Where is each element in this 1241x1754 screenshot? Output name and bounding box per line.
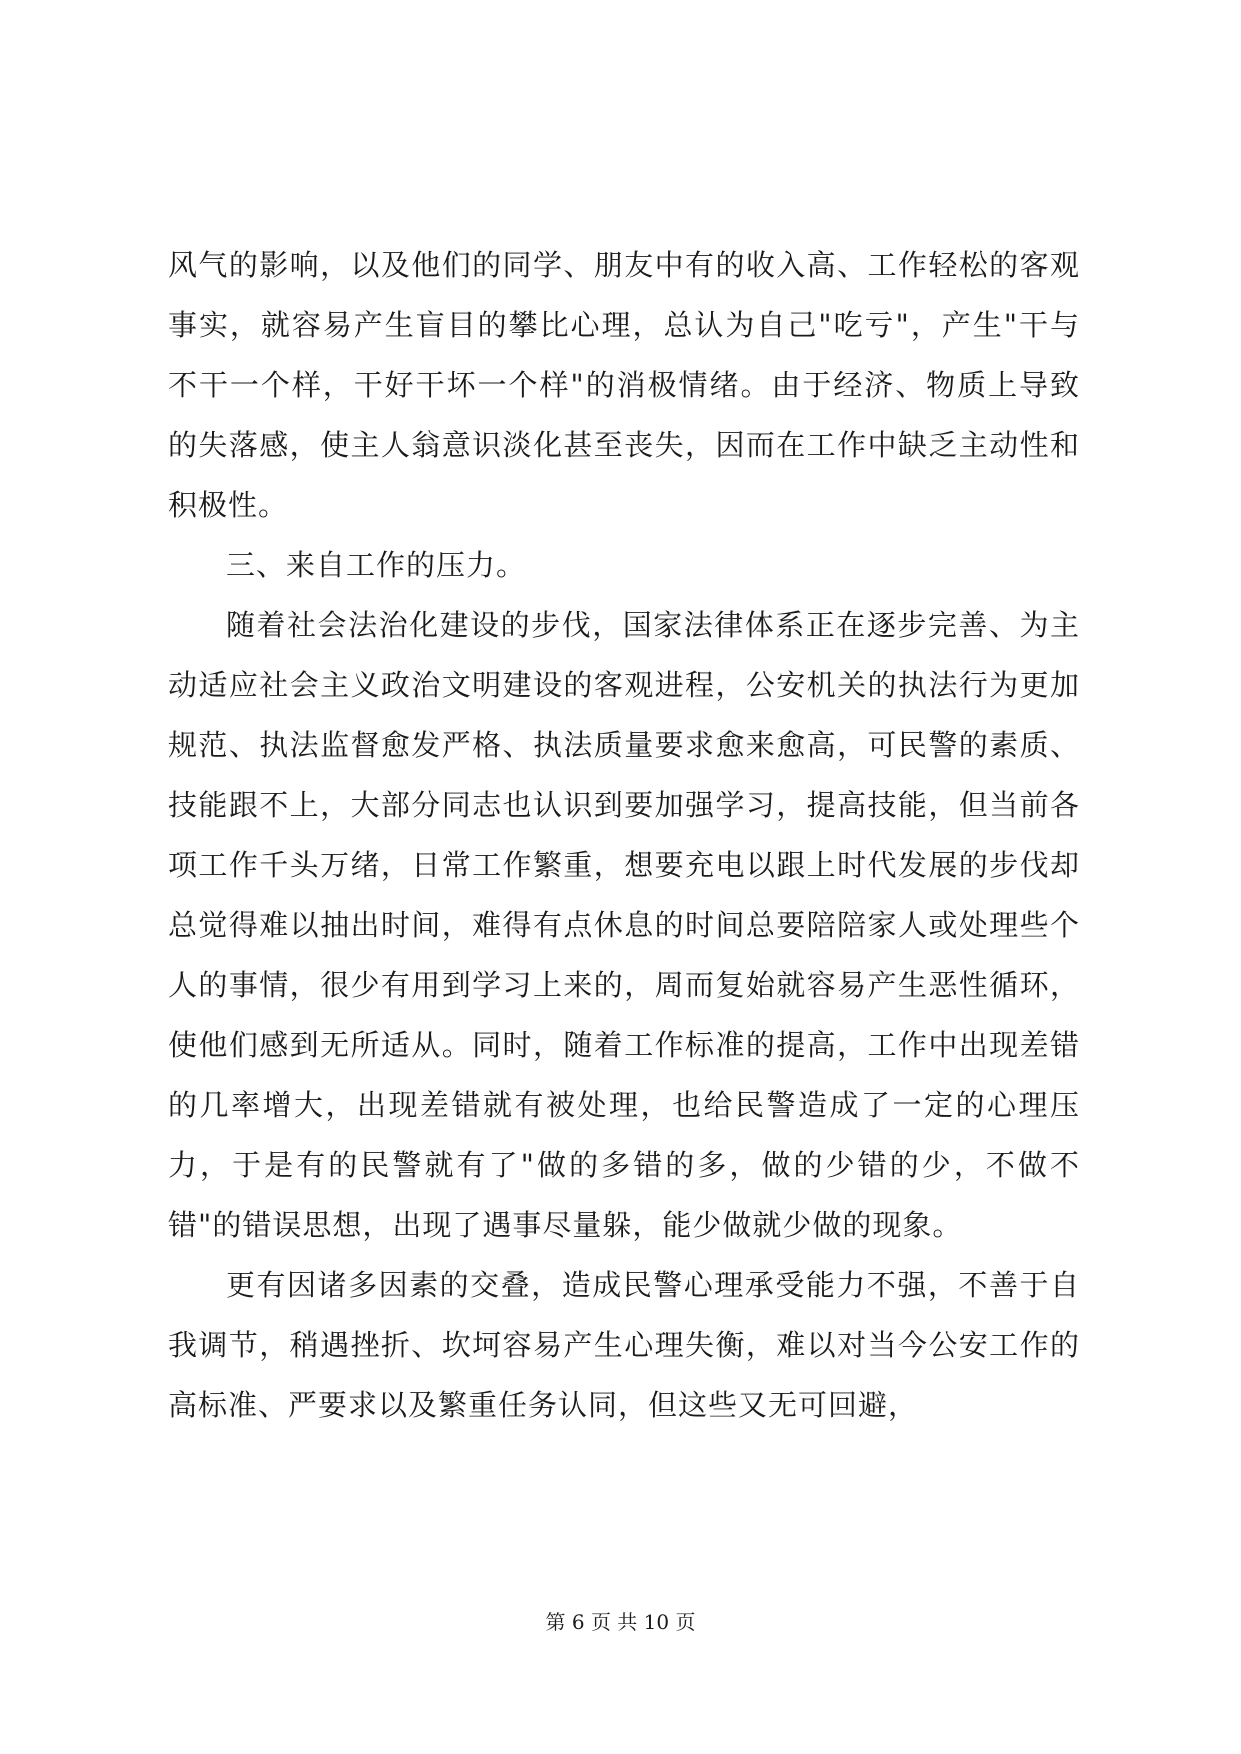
page-footer: 第 6 页 共 10 页 [545,1610,696,1634]
document-body [168,235,1080,1435]
paragraph-work-pressure: 随着社会法治化建设的步伐，国家法律体系正在逐步完善、为主动适应社会主义政治文明建设的客观进程，公安机关的执法行为更加规范、执法监督愈发严格、执法质量要求愈来愈高，可民警的素质、技能跟不上，大部分同志也认识到要加强学习，提高技能，但当前各项工作千头万绪，日常工作繁重，想要充电以跟上时代发展的步伐却总觉得难以抽出时间，难得有点休息的时间总要陪陪家人或处理些个人的事情，很少有用到学习上来的，周而复始就容易产生恶性循环，使他们感到无所适从。同时，随着工作标准的提高，工作中出现差错的几率增大，出现差错就有被处理，也给民警造成了一定的心理压力，于是有的民警就有了"做的多错的多，做的少错的少，不做不错"的错误思想，出现了遇事尽量躲，能少做就少做的现象。 [168,608,1080,1242]
paragraph-psychological-factors: 更有因诸多因素的交叠，造成民警心理承受能力不强，不善于自我调节，稍遇挫折、坎坷容易产生心理失衡，难以对当今公安工作的高标准、严要求以及繁重任务认同，但这些又无可回避， [168,1268,1080,1422]
paragraph-continued: 风气的影响，以及他们的同学、朋友中有的收入高、工作轻松的客观事实，就容易产生盲目的攀比心理，总认为自己"吃亏"，产生"干与不干一个样，干好干坏一个样"的消极情绪。由于经济、物质上导致的失落感，使主人翁意识淡化甚至丧失，因而在工作中缺乏主动性和积极性。 [168,248,1080,522]
section-heading: 三、来自工作的压力。 [226,548,527,582]
